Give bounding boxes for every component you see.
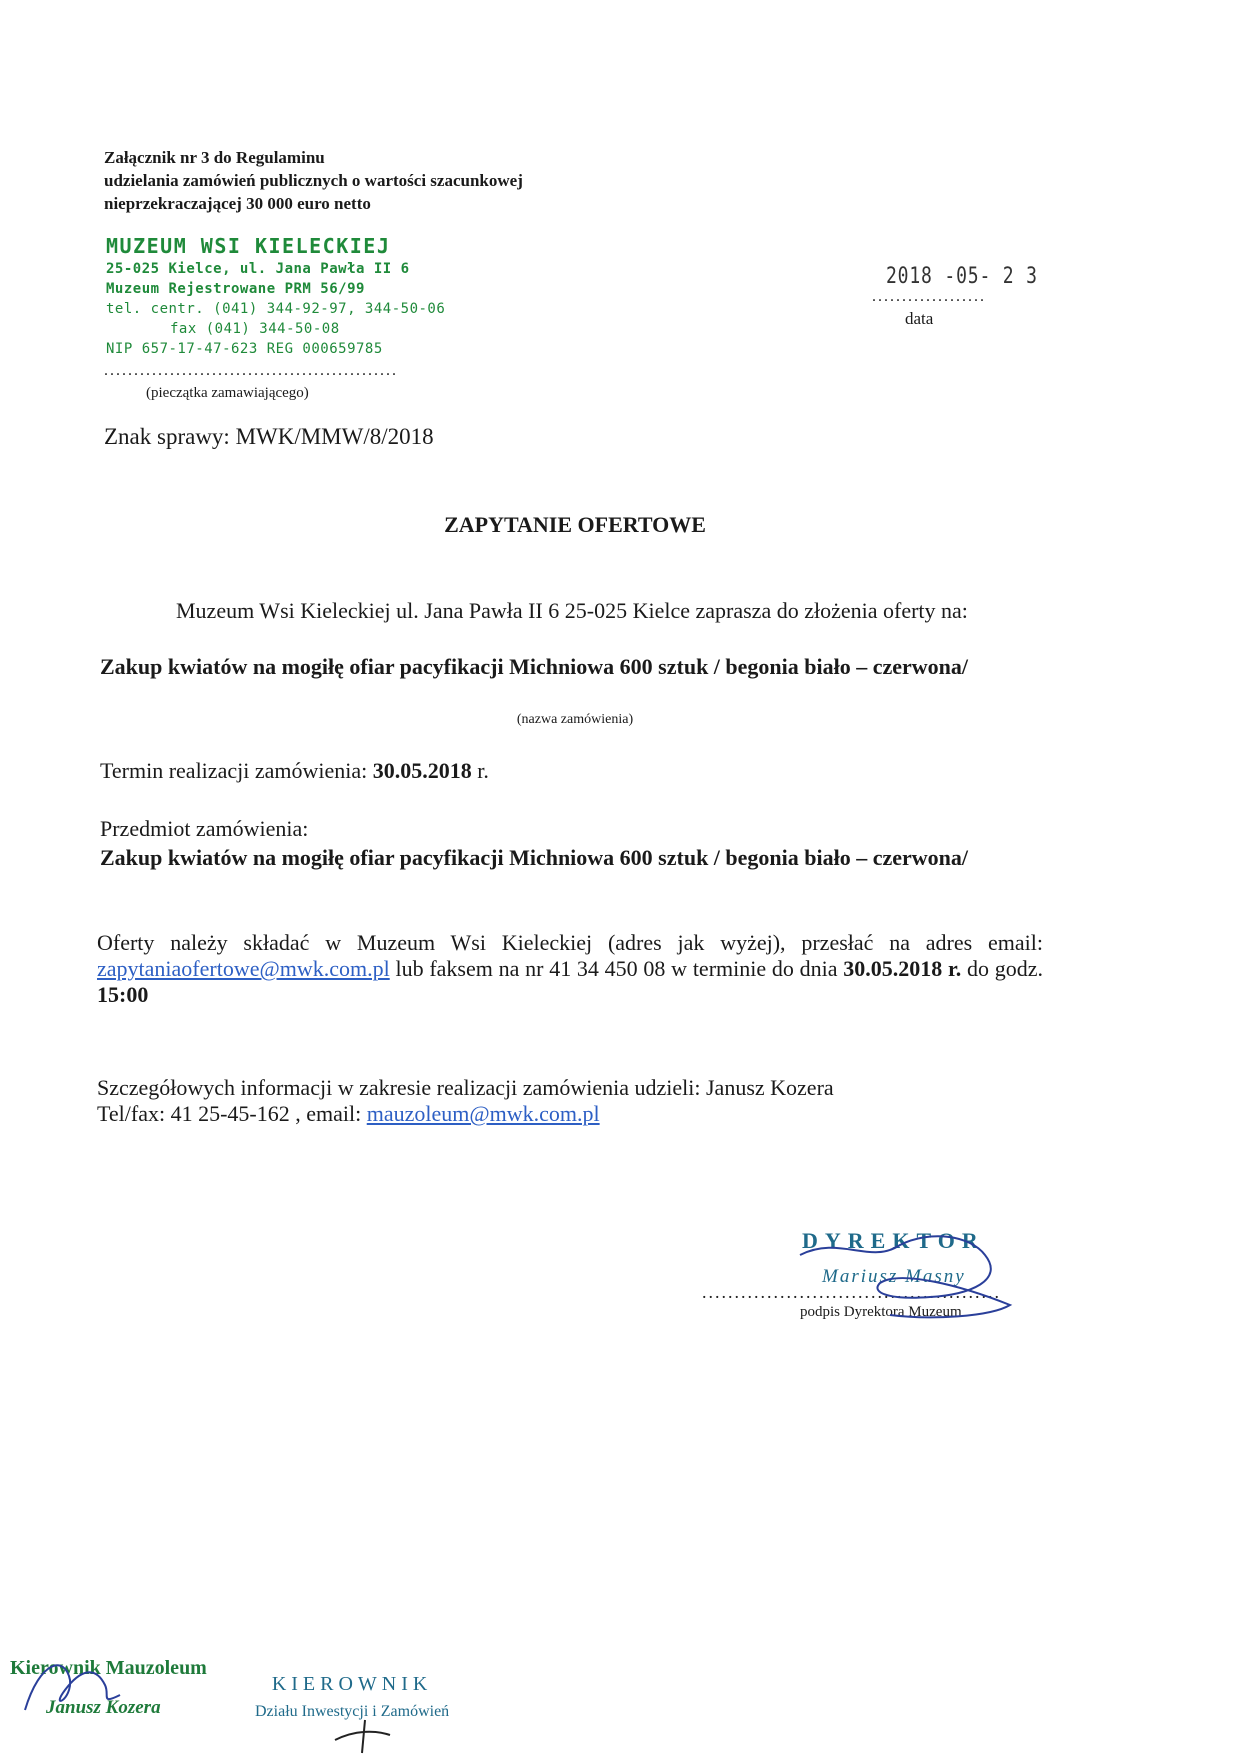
case-number: Znak sprawy: MWK/MMW/8/2018	[104, 424, 434, 449]
contact-line	[97, 1101, 834, 1127]
contact-info	[97, 1075, 834, 1127]
order-name-caption: (nazwa zamówienia)	[516, 712, 634, 727]
mausoleum-stamp-title: Kierownik Mauzoleum	[10, 1657, 207, 1679]
stamp-dotted-line: .................................................	[104, 362, 398, 379]
stamp-address: 25-025 Kielce, ul. Jana Pawła II 6	[106, 261, 410, 277]
mausoleum-stamp-name: Janusz Kozera	[46, 1697, 161, 1718]
stamp-title: MUZEUM WSI KIELECKIEJ	[106, 234, 391, 258]
stamp-phone: tel. centr. (041) 344-92-97, 344-50-06	[106, 301, 446, 317]
offers-email-link[interactable]: zapytaniaofertowe@mwk.com.pl	[97, 956, 390, 981]
contact-email-link[interactable]: mauzoleum@mwk.com.pl	[366, 1101, 600, 1126]
invitation-text: Muzeum Wsi Kieleckiej ul. Jana Pawła II 6 25-025 Kielce zaprasza do złożenia oferty na:	[176, 598, 968, 623]
subject-label: Przedmiot zamówienia:	[100, 816, 309, 841]
investment-signature	[330, 1715, 420, 1755]
stamp-caption: (pieczątka zamawiającego)	[146, 385, 309, 401]
investment-stamp-title: KIEROWNIK	[271, 1673, 433, 1695]
director-signature	[780, 1225, 1040, 1335]
subject-value: Zakup kwiatów na mogiłę ofiar pacyfikacji Michniowa 600 sztuk / begonia biało – czerwona/	[100, 845, 969, 870]
director-stamp-title: DYREKTOR	[802, 1228, 985, 1253]
date-caption: data	[905, 309, 934, 328]
date-stamp: 2018 -05- 2 3	[886, 264, 1038, 289]
contracting-authority-stamp	[106, 233, 445, 359]
header-line-3: nieprzekraczającej 30 000 euro netto	[104, 194, 371, 213]
contact-prefix: Tel/fax: 41 25-45-162 , email:	[97, 1101, 362, 1126]
term-suffix: r.	[477, 758, 489, 783]
stamp-nip: NIP 657-17-47-623 REG 000659785	[106, 341, 383, 357]
offers-text-3: do godz.	[967, 956, 1044, 981]
header-line-2: udzielania zamówień publicznych o wartości szacunkowej	[104, 171, 523, 190]
investment-stamp-subtitle: Działu Inwestycji i Zamówień	[255, 1703, 450, 1720]
header-line-1: Załącznik nr 3 do Regulaminu	[104, 148, 325, 167]
director-stamp-name: Mariusz Masny	[822, 1266, 966, 1287]
completion-term	[100, 758, 489, 784]
invitation-paragraph	[104, 598, 1044, 624]
offers-deadline-time: 15:00	[97, 982, 149, 1007]
manager-signature	[10, 1640, 130, 1740]
regulation-annex-header	[104, 146, 523, 215]
offers-text-1: Oferty należy składać w Muzeum Wsi Kieleckiej (adres jak wyżej), przesłać na adres email:	[97, 930, 1043, 955]
stamp-fax: fax (041) 344-50-08	[170, 321, 340, 337]
contact-info-line: Szczegółowych informacji w zakresie realizacji zamówienia udzieli: Janusz Kozera	[97, 1075, 834, 1100]
date-dotted-line: ...................	[872, 288, 986, 305]
signature-dotted-line: ..............................................	[702, 1282, 1001, 1302]
order-name: Zakup kwiatów na mogiłę ofiar pacyfikacji Michniowa 600 sztuk / begonia biało – czerwona/	[100, 654, 969, 679]
document-title: ZAPYTANIE OFERTOWE	[444, 512, 706, 537]
stamp-registry: Muzeum Rejestrowane PRM 56/99	[106, 281, 365, 297]
term-label: Termin realizacji zamówienia:	[100, 758, 368, 783]
offers-deadline-date: 30.05.2018 r.	[843, 956, 962, 981]
term-value: 30.05.2018	[372, 758, 472, 783]
offers-paragraph	[97, 930, 1043, 1008]
offers-text-2: lub faksem na nr 41 34 450 08 w terminie do dnia	[395, 956, 838, 981]
signature-caption: podpis Dyrektora Muzeum	[800, 1304, 962, 1320]
